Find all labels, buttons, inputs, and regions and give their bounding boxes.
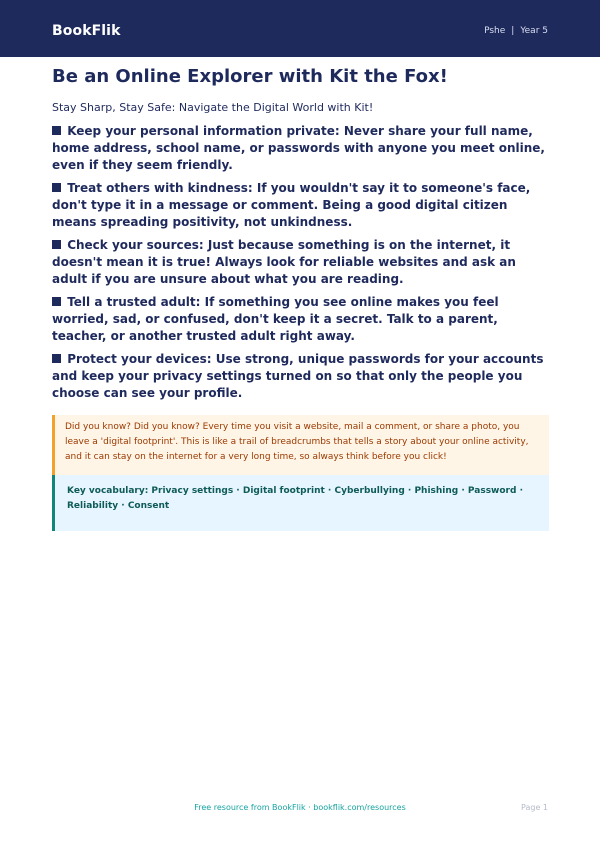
tip-item — [52, 123, 549, 174]
page-title: Be an Online Explorer with Kit the Fox! — [52, 66, 448, 87]
key-vocabulary-box — [52, 475, 549, 531]
header-separator: | — [511, 26, 515, 36]
tip-text: Tell a trusted adult: If something you see online makes you feel worried, sad, or confused, don't keep it a secret. Talk to a parent, teacher, or another trusted adult right away. — [52, 295, 499, 343]
brand-logo-text: BookFlik — [52, 23, 121, 39]
tip-item — [52, 180, 549, 231]
page-header — [0, 0, 600, 57]
tip-item — [52, 237, 549, 288]
square-bullet-icon — [52, 126, 61, 135]
key-vocabulary-text: Key vocabulary: Privacy settings · Digital footprint · Cyberbullying · Phishing · Password · Reliability · Consent — [67, 486, 523, 511]
year-label: Year 5 — [520, 26, 548, 36]
tip-text: Keep your personal information private: Never share your full name, home address, school name, or passwords with anyone you meet online, even if they seem friendly. — [52, 124, 545, 172]
tip-item — [52, 294, 549, 345]
square-bullet-icon — [52, 354, 61, 363]
tip-text: Check your sources: Just because something is on the internet, it doesn't mean it is true! Always look for reliable websites and ask an adult if you are unsure about what you are reading. — [52, 238, 516, 286]
page-subtitle: Stay Sharp, Stay Safe: Navigate the Digital World with Kit! — [52, 101, 374, 114]
tip-item — [52, 351, 549, 402]
square-bullet-icon — [52, 183, 61, 192]
did-you-know-box — [52, 415, 549, 475]
square-bullet-icon — [52, 240, 61, 249]
tip-text: Treat others with kindness: If you wouldn't say it to someone's face, don't type it in a message or comment. Being a good digital citizen means spreading positivity, not unkindness. — [52, 181, 531, 229]
page-number: Page 1 — [521, 803, 548, 812]
square-bullet-icon — [52, 297, 61, 306]
main-content — [52, 63, 549, 531]
did-you-know-text: Did you know? Did you know? Every time you visit a website, mail a comment, or share a photo, you leave a 'digital footprint'. This is like a trail of breadcrumbs that tells a story about your online activity, and it can stay on the internet for a very long time, so always think before you click! — [65, 422, 529, 462]
header-meta — [484, 24, 548, 38]
footer-resource-link[interactable]: Free resource from BookFlik · bookflik.com/resources — [194, 803, 406, 812]
subject-label: Pshe — [484, 26, 506, 36]
tip-text: Protect your devices: Use strong, unique passwords for your accounts and keep your privacy settings turned on so that only the people you choose can see your profile. — [52, 352, 544, 400]
tips-list — [52, 123, 549, 402]
page-footer — [0, 801, 600, 815]
